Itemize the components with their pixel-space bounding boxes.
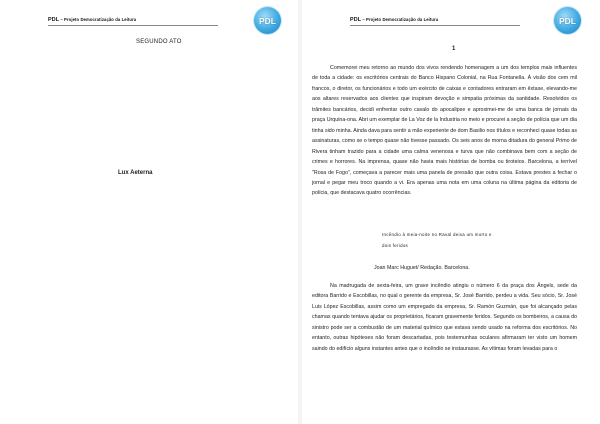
paragraph-1: Comemorei meu retorno ao mundo dos vivos rendendo homenagem a um dos templos mais influentes de toda a cidade: os escritórios centrais do Banco Hispano Colonial, na Rua Fontanella. À visão dos cem mil francos, o diretor, os funcionários e todo um exército de caixas e contadores entraram em êxtase, elevando-me aos altares reservados aos clientes que inspiram devoção e simpatia próximas da santidade. Resolvidos os trâmites bancários, decidi enfrentar outro cavalo do apocalipse e aproximei-me de uma banca de jornais da praça Urquina-ona. Abri um exemplar de La Voz de la Industria no meio e procurei a seção de polícia que um dia tinha sido minha. Ainda dava para sentir a mão experiente de dom Basilio nos títulos e reconheci quase todas as assinaturas, como se o tempo quase não tivesse passado. Os seis anos de morna ditadura do general Primo de Rivera tinham trazido para a cidade uma calma venenosa e turva que não combinava bem com a seção de crimes e horrores. Na imprensa, quase não havia mais histórias de bomba ou tiroteios. Barcelona, a terrível "Rosa de Fogo", começava a parecer mais uma panela de pressão que outra coisa. Estava prestes a fechar o jornal e pegar meu troco quando a vi. Era apenas uma nota em uma coluna na última página da editoria de polícia, que destacava quatro ocorrências. [312,65,577,197]
news-headline-line-2: dois feridos [382,242,409,248]
pdl-logo-icon: PDL [554,7,581,34]
right-running-header [350,17,438,23]
right-header-text: – Projeto Democratização da Leitura [361,17,439,22]
news-byline: Joan Marc Huguet/ Redação. Barcelona. [374,265,470,271]
left-header-rule [48,25,218,26]
page-number: 1 [452,46,456,52]
paragraph-2: Na madrugada de sexta-feira, um grave incêndio atingiu o número 6 da praça dos Ângels, sede da editora Barrido e Escobillas, no qual o gerente da empresa, Sr. José Barrido, perdeu a vida. Seu sócio, Sr. José Luis López Escobillas, assim como um empregado da empresa, Sr. Ramón Guzmán, que foi alcançado pelas chamas quando tentava ajudar os proprietários, ficaram gravemente feridos. Segundo os bombeiros, a causa do sinistro pode ser a combustão de um material químico que estava sendo usado na reforma dos escritórios. No entanto, outras hipóteses não foram descartadas, pois testemunhas oculares afirmaram ter visto um homem saindo do edifício alguns instantes antes que o incêndio se instaurasse. As vítimas foram levadas para o [312,283,577,352]
left-running-header [48,17,136,23]
right-header-rule [350,25,520,26]
right-header-abbrev: PDL [350,17,362,23]
left-header-text: – Projeto Democratização da Leitura [59,17,137,22]
right-page [302,0,600,424]
act-heading: SEGUNDO ATO [136,39,182,45]
pdl-logo-icon: PDL [254,7,281,34]
left-page [0,0,298,424]
news-headline [382,230,567,251]
part-title: Lux Aeterna [118,170,153,176]
news-headline-line-1: Incêndio à meia-noite no Raval deixa um morto e [382,232,492,237]
left-header-abbrev: PDL [48,17,60,23]
